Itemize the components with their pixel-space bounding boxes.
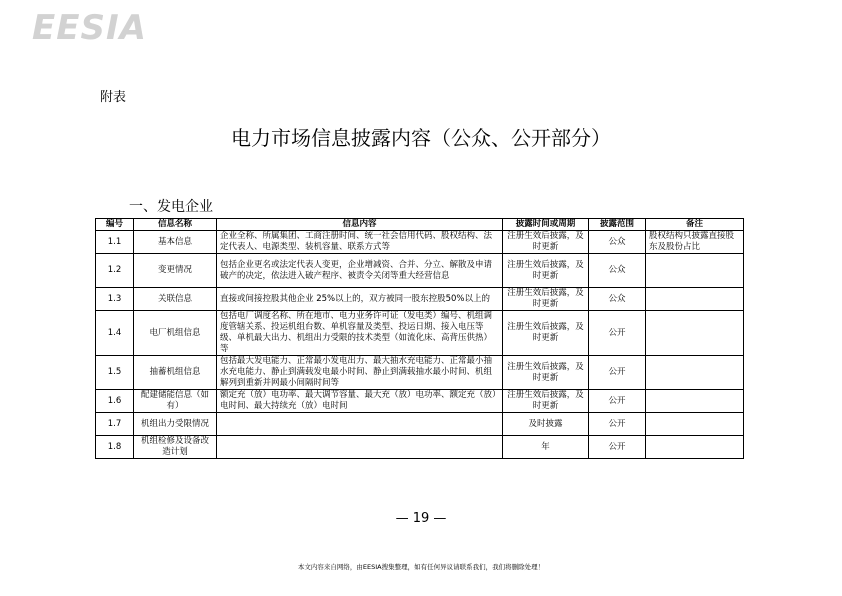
row-content: 包括企业更名或法定代表人变更，企业增减资、合并、分立、解散及申请破产的决定，依法进入破产程序、被责令关闭等重大经营信息 [217, 254, 503, 288]
row-content: 包括电厂调度名称、所在地市、电力业务许可证（发电类）编号、机组调度管辖关系、投运机组台数、单机容量及类型、投运日期、接入电压等级、单机最大出力、机组出力受限的技术类型（如流化床、高背压供热）等 [217, 311, 503, 356]
row-timing: 注册生效后披露，及时更新 [503, 254, 589, 288]
row-id: 1.2 [96, 254, 134, 288]
row-timing: 年 [503, 436, 589, 459]
row-timing: 注册生效后披露，及时更新 [503, 311, 589, 356]
row-content: 企业全称、所属集团、工商注册时间、统一社会信用代码、股权结构、法定代表人、电源类型、装机容量、联系方式等 [217, 231, 503, 254]
row-scope: 公开 [589, 356, 646, 390]
row-name: 关联信息 [134, 288, 217, 311]
row-name: 电厂机组信息 [134, 311, 217, 356]
row-id: 1.1 [96, 231, 134, 254]
row-note [646, 390, 744, 413]
row-scope: 公开 [589, 413, 646, 436]
column-header-content: 信息内容 [217, 219, 503, 231]
row-id: 1.5 [96, 356, 134, 390]
column-header-id: 编号 [96, 219, 134, 231]
table-row [96, 390, 744, 413]
page-number: — 19 — [395, 511, 447, 526]
row-id: 1.8 [96, 436, 134, 459]
row-note [646, 254, 744, 288]
row-scope: 公开 [589, 436, 646, 459]
row-id: 1.4 [96, 311, 134, 356]
row-name: 抽蓄机组信息 [134, 356, 217, 390]
table-row [96, 288, 744, 311]
table-row [96, 254, 744, 288]
row-name: 机组出力受限情况 [134, 413, 217, 436]
row-content: 包括最大发电能力、正常最小发电出力、最大抽水充电能力、正常最小抽水充电能力、静止到满载发电最小时间、静止到满载抽水最小时间、机组解列到重新并网最小间隔时间等 [217, 356, 503, 390]
row-scope: 公众 [589, 288, 646, 311]
row-name: 基本信息 [134, 231, 217, 254]
row-id: 1.6 [96, 390, 134, 413]
row-timing: 注册生效后披露，及时更新 [503, 231, 589, 254]
footer-notice: 本文内容来自网络，由EESIA搜集整理，如有任何异议请联系我们，我们将删除处理！ [297, 563, 545, 571]
table-header-row [96, 219, 744, 231]
table-row [96, 413, 744, 436]
column-header-note: 备注 [646, 219, 744, 231]
column-header-name: 信息名称 [134, 219, 217, 231]
row-content: 直接或间接控股其他企业 25%以上的，双方被同一股东控股50%以上的 [217, 288, 503, 311]
row-name: 配建储能信息（如有） [134, 390, 217, 413]
table-row [96, 231, 744, 254]
column-header-timing: 披露时间或周期 [503, 219, 589, 231]
table-row [96, 436, 744, 459]
row-note [646, 413, 744, 436]
row-timing: 及时披露 [503, 413, 589, 436]
disclosure-table [95, 218, 744, 459]
row-name: 变更情况 [134, 254, 217, 288]
row-content [217, 436, 503, 459]
eesia-logo: EESIA [32, 8, 147, 48]
row-scope: 公开 [589, 311, 646, 356]
attachment-label: 附表 [100, 90, 127, 105]
row-scope: 公众 [589, 231, 646, 254]
row-timing: 注册生效后披露，及时更新 [503, 356, 589, 390]
table-row [96, 311, 744, 356]
row-note [646, 436, 744, 459]
section-heading: 一、发电企业 [129, 199, 213, 215]
row-content: 额定充（放）电功率、最大调节容量、最大充（放）电功率、额定充（放）电时间、最大持续充（放）电时间 [217, 390, 503, 413]
row-name: 机组检修及设备改造计划 [134, 436, 217, 459]
row-id: 1.7 [96, 413, 134, 436]
document-title: 电力市场信息披露内容（公众、公开部分） [231, 126, 611, 150]
row-timing: 注册生效后披露，及时更新 [503, 390, 589, 413]
row-scope: 公众 [589, 254, 646, 288]
row-scope: 公开 [589, 390, 646, 413]
row-timing: 注册生效后披露，及时更新 [503, 288, 589, 311]
row-note [646, 288, 744, 311]
row-note [646, 356, 744, 390]
row-note [646, 311, 744, 356]
row-id: 1.3 [96, 288, 134, 311]
table-row [96, 356, 744, 390]
row-content [217, 413, 503, 436]
column-header-scope: 披露范围 [589, 219, 646, 231]
row-note: 股权结构只披露直接股东及股份占比 [646, 231, 744, 254]
